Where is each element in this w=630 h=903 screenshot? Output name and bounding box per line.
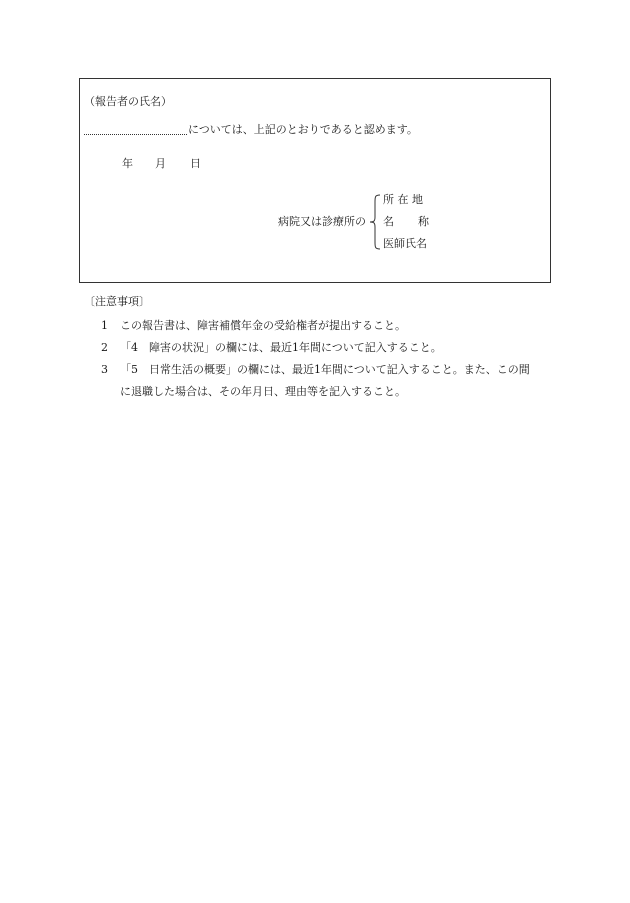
date-day: 日 (190, 157, 201, 170)
confirmation-text: については、上記のとおりであると認めます。 (188, 123, 418, 136)
field-name-left: 名 (383, 215, 394, 228)
note-number: 2 (101, 341, 108, 354)
institution-label: 病院又は診療所の (278, 215, 366, 228)
note-text: 「5 日常生活の概要」の欄には、最近1年間について記入すること。また、この間 (120, 363, 530, 376)
field-doctor-name: 医師氏名 (383, 237, 427, 250)
note-text: 「4 障害の状況」の欄には、最近1年間について記入すること。 (120, 341, 442, 354)
note-text-continuation: に退職した場合は、その年月日、理由等を記入すること。 (120, 385, 406, 398)
note-text: この報告書は、障害補償年金の受給権者が提出すること。 (120, 319, 406, 332)
date-month: 月 (155, 157, 166, 170)
notes-heading: 〔注意事項〕 (84, 295, 150, 308)
reporter-name-dotted-line (84, 134, 187, 135)
field-location: 所 在 地 (383, 193, 423, 206)
note-number: 3 (101, 363, 108, 376)
field-name-right: 称 (418, 215, 429, 228)
note-number: 1 (101, 319, 108, 332)
left-brace-icon (369, 194, 381, 250)
reporter-name-label: （報告者の氏名） (84, 95, 172, 108)
date-year: 年 (122, 157, 133, 170)
declaration-box (79, 78, 551, 283)
